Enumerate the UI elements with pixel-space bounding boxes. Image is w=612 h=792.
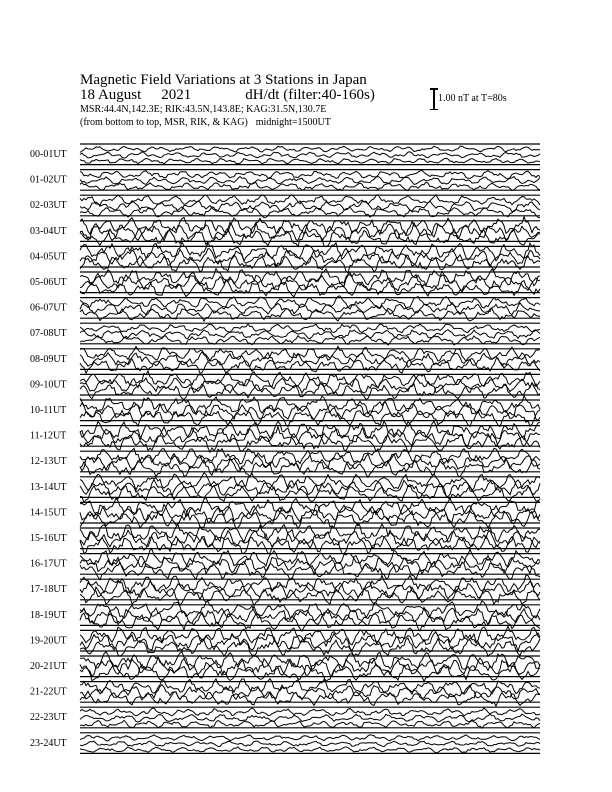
- station-trace-kag: [80, 735, 540, 741]
- row-label: 12-13UT: [30, 456, 67, 468]
- station-trace-rik: [80, 201, 540, 212]
- row-label: 10-11UT: [30, 405, 67, 416]
- row-label: 14-15UT: [30, 507, 67, 519]
- row-label: 13-14UT: [30, 481, 67, 493]
- date-day: 18: [80, 87, 95, 103]
- row-label: 17-18UT: [30, 584, 67, 596]
- station-trace-msr: [80, 410, 540, 427]
- station-trace-msr: [80, 664, 540, 681]
- row-label: 15-16UT: [30, 533, 67, 544]
- station-trace-kag: [80, 195, 540, 206]
- filter-label: (filter:40-160s): [283, 87, 375, 103]
- station-trace-rik: [80, 352, 540, 367]
- station-trace-msr: [80, 280, 540, 297]
- station-trace-msr: [80, 691, 540, 706]
- row-label: 11-12UT: [30, 430, 67, 442]
- row-label: 22-23UT: [30, 712, 67, 724]
- row-label: 20-21UT: [30, 661, 67, 672]
- station-trace-msr: [80, 182, 540, 190]
- station-trace-rik: [80, 741, 540, 747]
- station-trace-kag: [80, 708, 540, 716]
- row-label: 04-05UT: [30, 251, 67, 263]
- station-trace-msr: [80, 255, 540, 273]
- midnight-note: midnight=1500UT: [255, 117, 331, 128]
- row-label: 05-06UT: [30, 277, 67, 288]
- station-trace-rik: [80, 152, 540, 158]
- station-trace-msr: [80, 720, 540, 728]
- row-label: 08-09UT: [30, 353, 67, 365]
- row-label: 19-20UT: [30, 635, 67, 647]
- row-label: 00-01UT: [30, 149, 67, 160]
- station-trace-msr: [80, 459, 540, 478]
- station-order-note: (from bottom to top, MSR, RIK, & KAG): [80, 117, 248, 128]
- row-label: 16-17UT: [30, 558, 67, 570]
- row-label: 23-24UT: [30, 737, 67, 749]
- station-trace-rik: [80, 504, 540, 523]
- station-trace-msr: [80, 561, 540, 580]
- station-trace-kag: [80, 550, 540, 568]
- station-trace-msr: [80, 158, 540, 164]
- row-label: 09-10UT: [30, 379, 67, 391]
- station-trace-rik: [80, 222, 540, 241]
- quantity-label: dH/dt: [245, 87, 280, 103]
- row-label: 21-22UT: [30, 686, 67, 698]
- station-trace-msr: [80, 638, 540, 656]
- station-trace-rik: [80, 714, 540, 722]
- station-trace-rik: [80, 330, 540, 339]
- station-trace-kag: [80, 170, 540, 179]
- chart-title: Magnetic Field Variations at 3 Stations in Japan: [80, 72, 367, 88]
- row-label: 18-19UT: [30, 609, 67, 621]
- row-label: 03-04UT: [30, 225, 67, 237]
- station-trace-msr: [80, 747, 540, 753]
- row-label: 01-02UT: [30, 174, 67, 186]
- row-label: 07-08UT: [30, 328, 67, 340]
- row-label: 02-03UT: [30, 200, 67, 212]
- station-coordinates: MSR:44.4N,142.3E; RIK:43.5N,143.8E; KAG:31.5N,130.7E: [80, 104, 327, 115]
- date-year: 2021: [161, 87, 192, 103]
- station-trace-kag: [80, 146, 540, 152]
- station-trace-kag: [80, 324, 540, 333]
- row-label: 06-07UT: [30, 302, 67, 314]
- scale-label: 1.00 nT at T=80s: [438, 93, 507, 104]
- date-month: August: [97, 87, 142, 103]
